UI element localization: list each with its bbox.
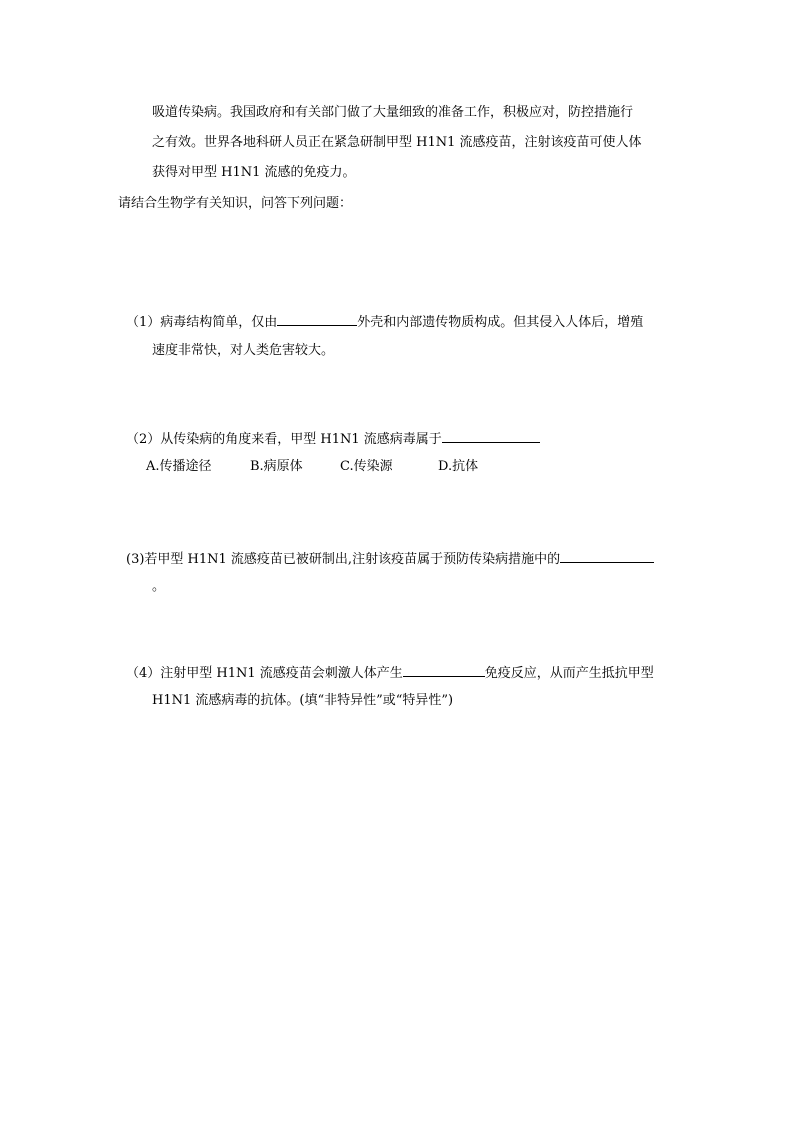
question-1-suffix: 外壳和内部遗传物质构成。但其侵入人体后，增殖 — [357, 315, 644, 330]
option-c[interactable]: C.传染源 — [340, 459, 393, 474]
question-1-line-2: 速度非常快，对人类危害较大。 — [152, 343, 335, 358]
question-4-prefix: （4）注射甲型 H1N1 流感疫苗会刺激人体产生 — [126, 666, 403, 681]
question-2-options — [146, 458, 478, 476]
question-3 — [126, 548, 654, 569]
question-4-suffix: 免疫反应，从而产生抵抗甲型 — [484, 666, 654, 681]
intro-line-3: 获得对甲型 H1N1 流感的免疫力。 — [152, 165, 356, 180]
question-3-line-2: 。 — [152, 579, 166, 594]
question-3-prefix: (3)若甲型 H1N1 流感疫苗已被研制出,注射该疫苗属于预防传染病措施中的 — [126, 552, 561, 567]
option-d[interactable]: D.抗体 — [438, 459, 479, 474]
question-4-blank[interactable] — [403, 662, 485, 677]
question-prompt: 请结合生物学有关知识，问答下列问题： — [118, 196, 353, 211]
intro-line-1: 吸道传染病。我国政府和有关部门做了大量细致的准备工作，积极应对，防控措施行 — [152, 105, 634, 120]
question-2-blank[interactable] — [442, 428, 540, 443]
question-4-line-2: H1N1 流感病毒的抗体。(填“非特异性”或“特异性”) — [152, 693, 454, 708]
option-b[interactable]: B.病原体 — [250, 459, 303, 474]
intro-line-2: 之有效。世界各地科研人员正在紧急研制甲型 H1N1 流感疫苗，注射该疫苗可使人体 — [152, 135, 642, 150]
question-1 — [126, 311, 643, 332]
question-2-prefix: （2）从传染病的角度来看，甲型 H1N1 流感病毒属于 — [126, 432, 442, 447]
question-4 — [126, 662, 654, 683]
question-2 — [126, 428, 540, 449]
option-a[interactable]: A.传播途径 — [146, 459, 212, 474]
question-1-prefix: （1）病毒结构简单，仅由 — [126, 315, 278, 330]
question-3-blank[interactable] — [560, 548, 654, 563]
question-1-blank[interactable] — [277, 311, 357, 326]
